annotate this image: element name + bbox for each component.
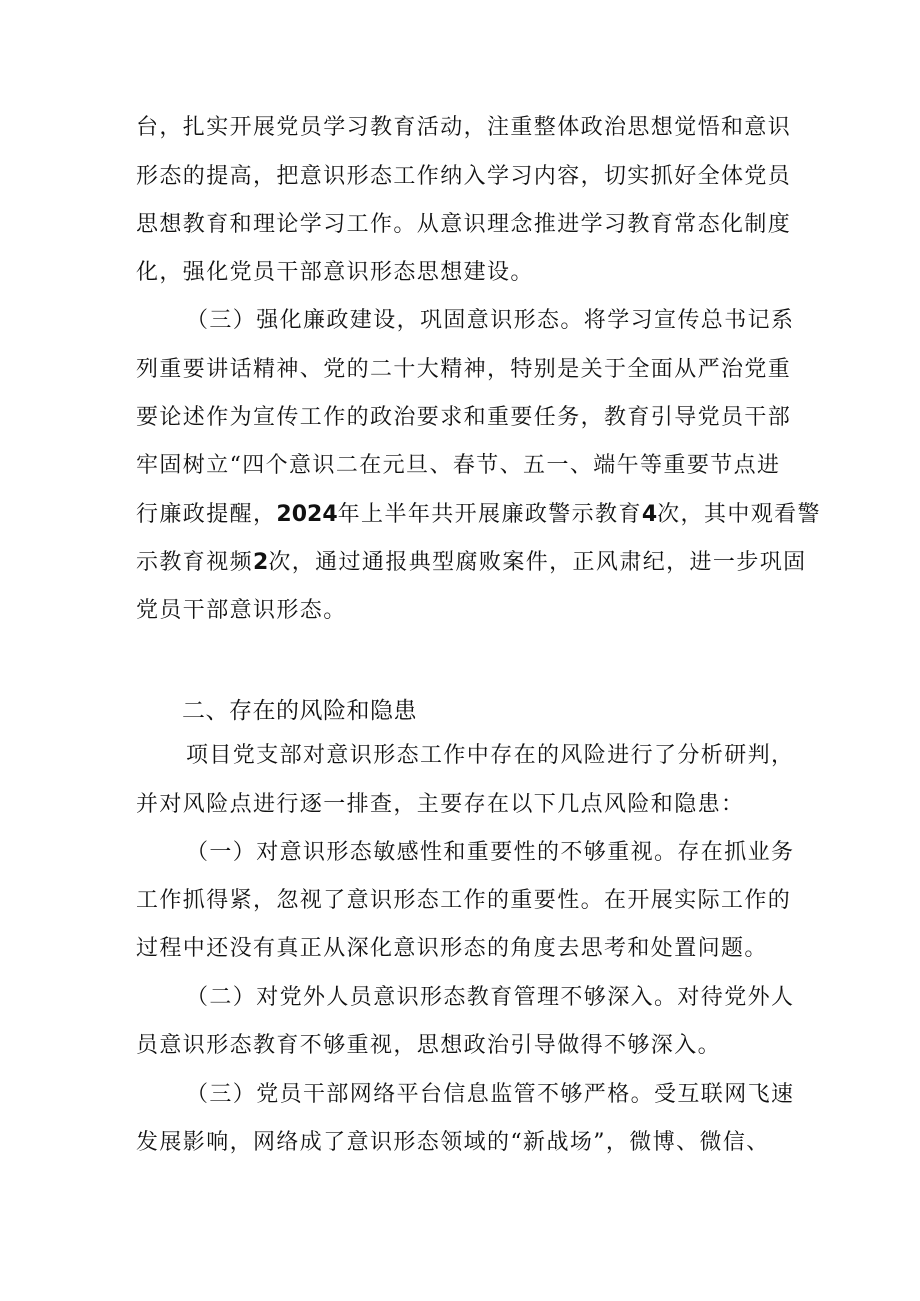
text-segment: 示教育视频 xyxy=(136,550,254,575)
paragraph-line: （一）对意识形态敏感性和重要性的不够重视。存在抓业务 xyxy=(186,840,795,865)
text-segment: 次，通过通报典型腐败案件，正风肃纪，进一步巩固 xyxy=(268,550,807,575)
paragraph-line: 工作抓得紧，忽视了意识形态工作的重要性。在开展实际工作的 xyxy=(136,888,792,913)
paragraph-line: （三）党员干部网络平台信息监管不够严格。受互联网飞速 xyxy=(186,1082,795,1107)
year-number: 2024 xyxy=(276,502,338,527)
paragraph-line: 并对风险点进行逐一排查，主要存在以下几点风险和隐患： xyxy=(136,792,745,817)
text-segment: 行廉政提醒， xyxy=(136,502,277,527)
text-segment: 年上半年共开展廉政警示教育 xyxy=(337,502,642,527)
paragraph-line: 形态的提高，把意识形态工作纳入学习内容，切实抓好全体党员 xyxy=(136,164,792,189)
paragraph-line xyxy=(136,548,807,578)
paragraph-line xyxy=(136,500,821,530)
paragraph-line: 员意识形态教育不够重视，思想政治引导做得不够深入。 xyxy=(136,1033,722,1058)
paragraph-line: 要论述作为宣传工作的政治要求和重要任务，教育引导党员干部 xyxy=(136,405,792,430)
warning-education-count: 4 xyxy=(641,502,658,527)
video-count: 2 xyxy=(253,550,269,575)
section-heading: 二、存在的风险和隐患 xyxy=(182,698,417,724)
paragraph-line: 台，扎实开展党员学习教育活动，注重整体政治思想觉悟和意识 xyxy=(136,115,792,140)
paragraph-line: 过程中还没有真正从深化意识形态的角度去思考和处置问题。 xyxy=(136,936,768,961)
paragraph-line: 发展影响，网络成了意识形态领域的“新战场”，微博、微信、 xyxy=(136,1130,770,1155)
paragraph-line: 列重要讲话精神、党的二十大精神，特别是关于全面从严治党重 xyxy=(136,357,792,382)
paragraph-line: 思想教育和理论学习工作。从意识理念推进学习教育常态化制度 xyxy=(136,212,792,237)
paragraph-line: 化，强化党员干部意识形态思想建设。 xyxy=(136,260,534,285)
text-segment: 次，其中观看警 xyxy=(657,502,821,527)
paragraph-line: 项目党支部对意识形态工作中存在的风险进行了分析研判， xyxy=(186,743,795,768)
paragraph-line: （二）对党外人员意识形态教育管理不够深入。对待党外人 xyxy=(186,985,795,1010)
paragraph-line: 党员干部意识形态。 xyxy=(136,598,347,623)
paragraph-line: 牢固树立“四个意识二在元旦、春节、五一、端午等重要节点进 xyxy=(136,453,781,478)
paragraph-line: （三）强化廉政建设，巩固意识形态。将学习宣传总书记系 xyxy=(186,308,795,333)
